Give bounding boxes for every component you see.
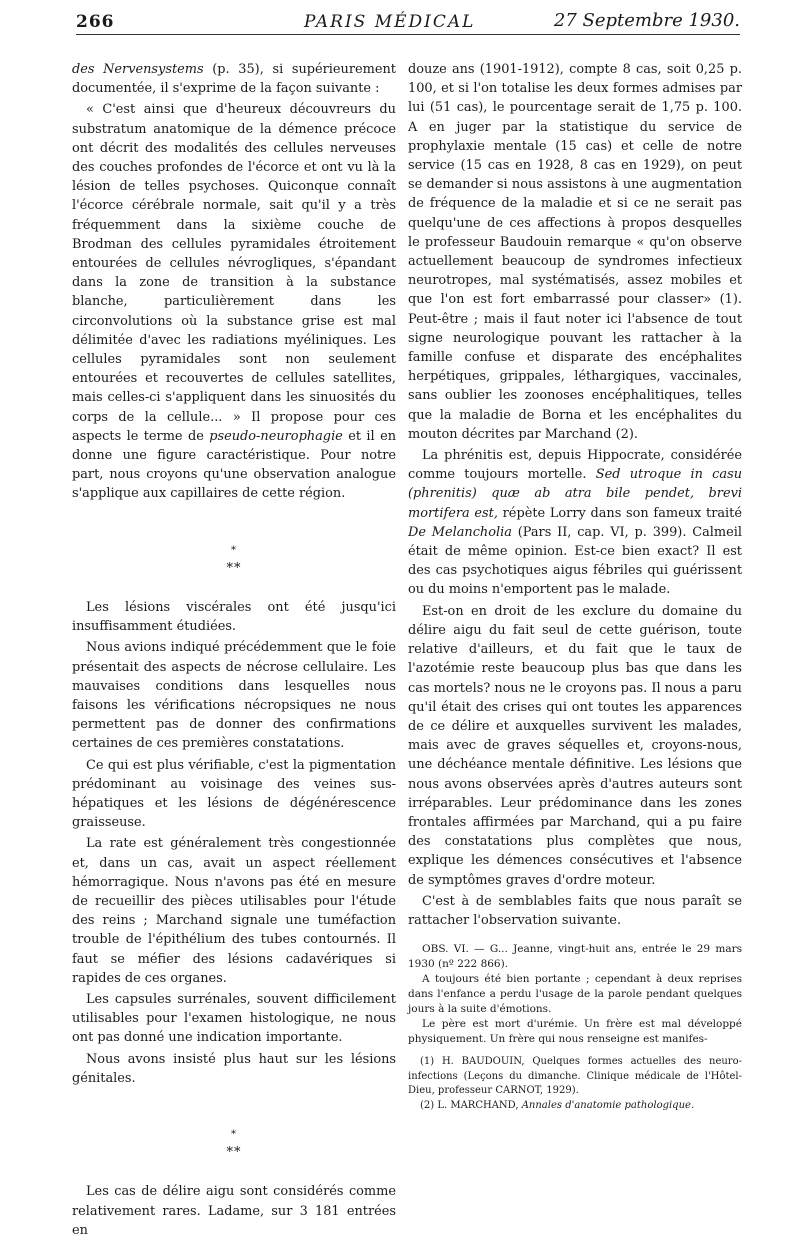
- section-separator: * **: [226, 1129, 242, 1161]
- left-column: [72, 60, 396, 1242]
- paragraph: Nous avons insisté plus haut sur les lésions génitales.: [72, 1051, 396, 1086]
- header-rule: [76, 34, 740, 35]
- paragraph: des Nervensystems (p. 35), si supérieurement documentée, il s'exprime de la façon suivante :: [72, 62, 396, 97]
- paragraph: La phrénitis est, depuis Hippocrate, considérée comme toujours mortelle. Sed utroque in casu (phrenitis) quæ ab atra bile pendet, brevi mortifera est, répète Lorry dans son fameux traité De Melancholia (Pars II, cap. VI, p. 399). Calmeil était de même opinion. Est-ce bien exact? Il est des cas psychotiques aigus fébriles qui guérissent ou du moins n'emportent pas le malade.: [408, 448, 743, 598]
- page-number: 266: [76, 12, 115, 32]
- journal-title: PARIS MÉDICAL: [304, 12, 476, 32]
- observation-line: OBS. VI. — G... Jeanne, vingt-huit ans, entrée le 29 mars 1930 (nº 222 866).: [408, 943, 742, 971]
- observation-line: Le père est mort d'urémie. Un frère est mal développé physiquement. Un frère qui nous renseigne est manifes-: [408, 1018, 742, 1046]
- paragraph: Les lésions viscérales ont été jusqu'ici insuffisamment étudiées.: [72, 600, 396, 635]
- footnotes: [408, 1055, 742, 1113]
- treatise-title: De Melancholia: [408, 524, 512, 540]
- term: pseudo-neurophagie: [209, 428, 343, 444]
- right-column: [408, 60, 742, 1113]
- paragraph: C'est à de semblables faits que nous paraît se rattacher l'observation suivante.: [408, 893, 742, 928]
- latin-quote: Sed utroque in casu (phrenitis) quæ ab atra bile pendet, brevi mortifera est,: [408, 467, 743, 521]
- footnote: (1) H. BAUDOUIN, Quelques formes actuelles des neuro-infections (Leçons du dimanche. Clinique médicale de l'Hôtel-Dieu, professeur CARNOT, 1929).: [408, 1056, 742, 1097]
- paragraph: La rate est généralement très congestionnée et, dans un cas, avait un aspect réellement hémorragique. Nous n'avons pas été en mesure de recueillir des pièces utilisables pour l'étude des reins ; Marchand signale une tuméfaction trouble de l'épithélium des tubes contournés. Il faut se méfier des lésions cadavériques si rapides de ces organes.: [72, 836, 396, 986]
- paragraph: douze ans (1901-1912), compte 8 cas, soit 0,25 p. 100, et si l'on totalise les deux formes admises par lui (51 cas), le pourcentage serait de 1,75 p. 100. A en juger par la statistique du service de prophylaxie mentale (15 cas) et celle de notre service (15 cas en 1928, 8 cas en 1929), on peut se demander si nous assistons à une augmentation de fréquence de la maladie et si ce ne serait pas quelqu'une de ces affections à propos desquelles le professeur Baudouin remarque « qu'on observe actuellement beaucoup de syndromes infectieux neurotropes, mal systématisés, assez mobiles et que l'on est fort embarrassé pour classer» (1). Peut-être ; mais il faut noter ici l'absence de tout signe neurologique pouvant les rattacher à la famille confuse et disparate des encéphalites herpétiques, grippales, léthargiques, vaccinales, sans oublier les zoonoses encéphalitiques, telles que la maladie de Borna et les encéphalites du mouton décrites par Marchand (2).: [408, 62, 742, 442]
- paragraph: « C'est ainsi que d'heureux découvreurs du substratum anatomique de la démence précoce ont décrit des modalités des cellules nerveuses des couches profondes de l'écorce et ont vu là la lésion de telles psychoses. Quiconque connaît l'écorce cérébrale normale, sait qu'il y a très fréquemment dans la sixième couche de Brodman des cellules pyramidales étroitement entourées de cellules névrogliques, s'épandant dans la zone de transition à la substance blanche, particulièrement dans les circonvolutions où la substance grise est mal délimitée d'avec les radiations myéliniques. Les cellules pyramidales sont non seulement entourées et recouvertes de cellules satellites, mais celles-ci s'appliquent dans les sinuosités du corps de la cellule... » Il propose pour ces aspects le terme de pseudo-neurophagie et il en donne une figure caractéristique. Pour notre part, nous croyons qu'une observation analogue s'applique aux capillaires de cette région.: [72, 102, 397, 502]
- observation-line: A toujours été bien portante ; cependant à deux reprises dans l'enfance a perdu l'usage de la parole pendant quelques jours à la suite d'émotions.: [408, 973, 742, 1016]
- source-title: des Nervensystems: [72, 62, 204, 77]
- observation-block: [408, 942, 742, 1047]
- page-header: [76, 6, 740, 42]
- footnote-title: Annales d'anatomie pathologique.: [521, 1099, 695, 1111]
- paragraph: Les cas de délire aigu sont considérés comme relativement rares. Ladame, sur 3 181 entrées en: [72, 1184, 396, 1238]
- paragraph: Les capsules surrénales, souvent difficilement utilisables pour l'examen histologique, ne nous ont pas donné une indication importante.: [72, 992, 396, 1046]
- paragraph: Ce qui est plus vérifiable, c'est la pigmentation prédominant au voisinage des veines sus-hépatiques et les lésions de dégénérescence graisseuse.: [72, 757, 396, 831]
- paragraph: Nous avions indiqué précédemment que le foie présentait des aspects de nécrose cellulaire. Les mauvaises conditions dans lesquelles nous faisons les vérifications nécropsiques ne nous permettent pas de donner des confirmations certaines de ces premières constatations.: [72, 640, 396, 752]
- section-separator: * **: [226, 544, 242, 576]
- footnote: (2) L. MARCHAND, Annales d'anatomie pathologique.: [420, 1099, 695, 1111]
- issue-date: 27 Septembre 1930.: [553, 10, 740, 31]
- paragraph: Est-on en droit de les exclure du domaine du délire aigu du fait seul de cette guérison, toute relative d'ailleurs, et du fait que le taux de l'azotémie reste beaucoup plus bas que dans les cas mortels? nous ne le croyons pas. Il nous a paru qu'il était des crises qui ont toutes les apparences de ce délire et auxquelles survivent les malades, mais avec de graves séquelles et, croyons-nous, une déchéance mentale définitive. Les lésions que nous avons observées après d'autres auteurs sont irréparables. Leur prédominance dans les zones frontales affirmées par Marchand, qui a pu faire des constatations plus complètes que nous, explique les démences consécutives et l'absence de symptômes graves d'ordre moteur.: [408, 603, 742, 888]
